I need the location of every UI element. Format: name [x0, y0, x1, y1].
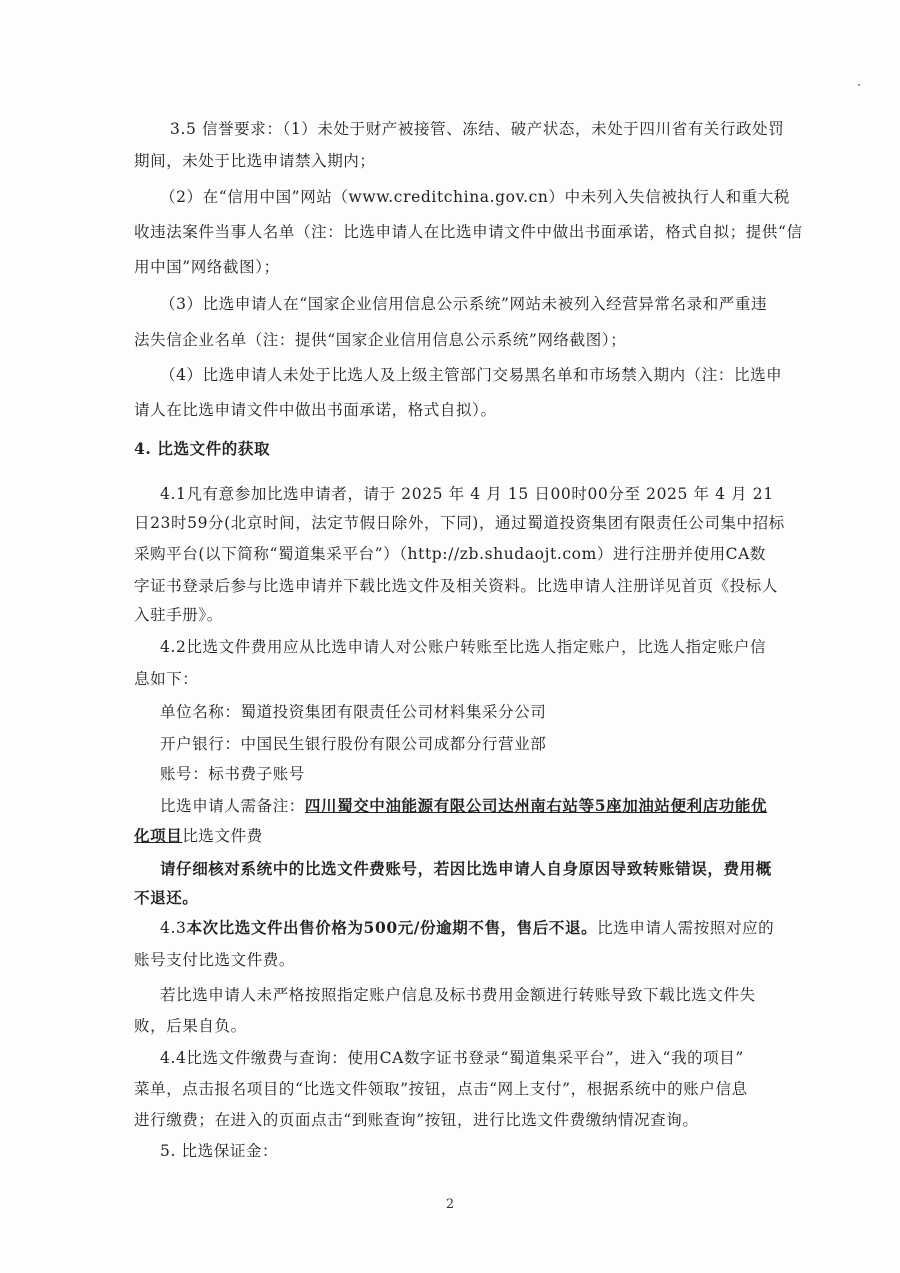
s35-p2-line2: 收违法案件当事人名单（注：比选申请人在比选申请文件中做出书面承诺，格式自拟；提供“信 [134, 223, 803, 241]
warning-line2: 不退还。 [134, 888, 199, 907]
warning-line1: 请仔细核对系统中的比选文件费账号，若因比选申请人自身原因导致转账错误，费用概 [160, 859, 772, 878]
s43-line1 [160, 918, 774, 938]
scan-speck [858, 84, 860, 86]
remark-label: 比选申请人需备注： [160, 797, 305, 815]
remark-project-name: 四川蜀交中油能源有限公司达州南右站等5座加油站便利店功能优 [304, 796, 768, 815]
s42-line1: 4.2比选文件费用应从比选申请人对公账户转账至比选人指定账户，比选人指定账户信 [160, 638, 767, 656]
s43-prefix: 4.3 [160, 919, 187, 937]
s42-line2: 息如下： [134, 670, 199, 688]
s41-line5: 入驻手册》。 [134, 606, 223, 624]
s44-line1: 4.4比选文件缴费与查询：使用CA数字证书登录“蜀道集采平台”，进入“我的项目” [160, 1049, 744, 1067]
s41-line1: 4.1凡有意参加比选申请者，请于 2025 年 4 月 15 日00时00分至 2025 年 4 月 21 [160, 485, 774, 503]
s43-price-notice: 本次比选文件出售价格为500元/份逾期不售，售后不退。 [186, 918, 598, 937]
s43-line2: 账号支付比选文件费。 [134, 951, 296, 969]
section-5-heading: 5. 比选保证金： [160, 1142, 279, 1160]
s41-line2: 日23时59分(北京时间，法定节假日除外，下同)，通过蜀道投资集团有限责任公司集中招标 [134, 514, 785, 532]
remark-suffix: 比选文件费 [182, 827, 263, 845]
s43b-line1: 若比选申请人未严格按照指定账户信息及标书费用金额进行转账导致下载比选文件失 [160, 986, 756, 1004]
s35-line1: 3.5 信誉要求：（1）未处于财产被接管、冻结、破产状态，未处于四川省有关行政处罚 [170, 120, 785, 138]
s44-line2: 菜单，点击报名项目的“比选文件领取”按钮，点击“网上支付”，根据系统中的账户信息 [134, 1080, 748, 1098]
page-number: 2 [445, 1197, 455, 1212]
account-bank: 开户银行：中国民生银行股份有限公司成都分行营业部 [160, 735, 547, 753]
s35-p3-line1: （3）比选申请人在“国家企业信用信息公示系统”网站未被列入经营异常名录和严重违 [160, 295, 768, 313]
remark-line1 [160, 796, 767, 816]
section-4-heading: 4. 比选文件的获取 [134, 439, 271, 458]
s43-rest: 比选申请人需按照对应的 [597, 919, 775, 937]
remark-line2 [134, 826, 263, 846]
s35-p2-line1: （2）在“信用中国”网站（www.creditchina.gov.cn）中未列入失信被执行人和重大税 [160, 188, 791, 206]
account-number: 账号：标书费子账号 [160, 765, 305, 783]
s44-line3: 进行缴费；在进入的页面点击“到账查询”按钮，进行比选文件费缴纳情况查询。 [134, 1111, 699, 1129]
s35-p3-line2: 法失信企业名单（注：提供“国家企业信用信息公示系统”网络截图）； [134, 331, 627, 349]
s35-p4-line1: （4）比选申请人未处于比选人及上级主管部门交易黑名单和市场禁入期内（注：比选申 [160, 366, 783, 384]
s43b-line2: 败，后果自负。 [134, 1017, 247, 1035]
s41-line4: 字证书登录后参与比选申请并下载比选文件及相关资料。比选申请人注册详见首页《投标人 [134, 577, 779, 595]
remark-project-name-cont: 化项目 [134, 826, 183, 845]
account-unit-name: 单位名称：蜀道投资集团有限责任公司材料集采分公司 [160, 703, 547, 721]
s35-p2-line3: 用中国”网络截图）； [134, 258, 280, 276]
s41-line3: 采购平台(以下简称“蜀道集采平台”）（http://zb.shudaojt.com）进行注册并使用CA数 [134, 545, 767, 563]
s35-line2: 期间，未处于比选申请禁入期内； [134, 152, 376, 170]
s35-p4-line2: 请人在比选申请文件中做出书面承诺，格式自拟）。 [134, 401, 497, 419]
